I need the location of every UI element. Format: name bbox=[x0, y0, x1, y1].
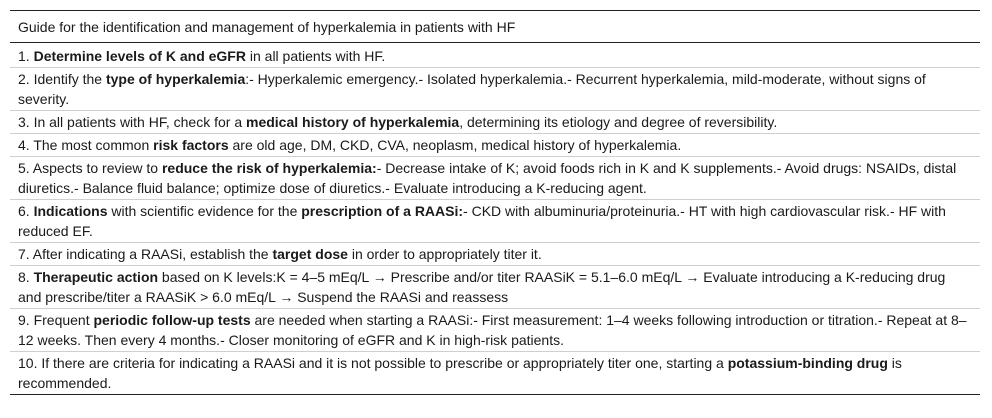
bold-text: potassium-binding drug bbox=[727, 355, 888, 371]
bold-text: Indications bbox=[33, 203, 108, 219]
table-row bbox=[10, 243, 980, 266]
text-segment: 4. The most common bbox=[18, 137, 154, 153]
row-text bbox=[10, 68, 980, 111]
table-body bbox=[10, 43, 980, 395]
bold-text: Therapeutic action bbox=[33, 269, 159, 285]
row-text bbox=[10, 266, 980, 309]
row-text bbox=[10, 111, 980, 134]
row-text bbox=[10, 134, 980, 157]
row-text bbox=[10, 309, 980, 352]
text-segment: in order to appropriately titer it. bbox=[347, 246, 542, 262]
bold-text: target dose bbox=[272, 246, 348, 262]
guide-table-container bbox=[10, 10, 980, 395]
text-segment: 7. After indicating a RAASi, establish the bbox=[18, 246, 273, 262]
text-segment: 3. In all patients with HF, check for a bbox=[18, 114, 246, 130]
row-text bbox=[10, 45, 980, 68]
bold-text: type of hyperkalemia bbox=[105, 71, 246, 87]
bold-text: medical history of hyperkalemia bbox=[246, 114, 460, 130]
row-text bbox=[10, 243, 980, 266]
table-row bbox=[10, 134, 980, 157]
bold-text: Determine levels of K and eGFR bbox=[33, 48, 246, 64]
text-segment: are needed when starting a RAASi:- First measurement: 1–4 weeks following introduction or titration.- Repeat at 8–12 weeks. Then every 4 months.- Closer monitoring of eGFR and K in high-risk patients. bbox=[18, 312, 967, 348]
text-segment: with scientific evidence for the bbox=[107, 203, 302, 219]
table-row bbox=[10, 200, 980, 243]
text-segment: 6. bbox=[18, 203, 34, 219]
table-row bbox=[10, 68, 980, 111]
text-segment: - Decrease intake of K; avoid foods rich in K and K supplements.- Avoid drugs: NSAIDs, distal diuretics.- Balance fluid balance; optimize dose of diuretics.- Evaluate introducing a K-reducing agent. bbox=[18, 160, 957, 196]
text-segment: 5. Aspects to review to bbox=[18, 160, 162, 176]
text-segment: are old age, DM, CKD, CVA, neoplasm, medical history of hyperkalemia. bbox=[228, 137, 682, 153]
row-text bbox=[10, 157, 980, 200]
table-row bbox=[10, 45, 980, 68]
text-segment: , determining its etiology and degree of reversibility. bbox=[459, 114, 778, 130]
row-text bbox=[10, 352, 980, 395]
table-row bbox=[10, 352, 980, 395]
bold-text: prescription of a RAASi: bbox=[301, 203, 464, 219]
text-segment: 1. bbox=[18, 48, 34, 64]
text-segment: :- Hyperkalemic emergency.- Isolated hyperkalemia.- Recurrent hyperkalemia, mild-moderate, without signs of severity. bbox=[18, 71, 926, 107]
text-segment: based on K levels:K = 4–5 mEq/L → Prescribe and/or titer RAASiK = 5.1–6.0 mEq/L → Evaluate introducing a K-reducing drug and prescribe/titer a RAASiK > 6.0 mEq/L → Suspend the RAASi and reassess bbox=[18, 269, 946, 305]
guide-table bbox=[10, 10, 980, 395]
table-header: Guide for the identification and management of hyperkalemia in patients with HF bbox=[10, 11, 980, 43]
bold-text: reduce the risk of hyperkalemia: bbox=[161, 160, 377, 176]
table-row bbox=[10, 111, 980, 134]
text-segment: is recommended. bbox=[18, 355, 902, 391]
bold-text: periodic follow-up tests bbox=[93, 312, 251, 328]
text-segment: 9. Frequent bbox=[18, 312, 94, 328]
table-row bbox=[10, 157, 980, 200]
table-header-row bbox=[10, 11, 980, 43]
bold-text: risk factors bbox=[153, 137, 229, 153]
row-text bbox=[10, 200, 980, 243]
text-segment: 10. If there are criteria for indicating a RAASi and it is not possible to prescribe or appropriately titer one, starting a bbox=[18, 355, 728, 371]
text-segment: 8. bbox=[18, 269, 34, 285]
table-row bbox=[10, 266, 980, 309]
text-segment: 2. Identify the bbox=[18, 71, 106, 87]
table-row bbox=[10, 309, 980, 352]
text-segment: - CKD with albuminuria/proteinuria.- HT with high cardiovascular risk.- HF with reduced EF. bbox=[18, 203, 946, 239]
text-segment: in all patients with HF. bbox=[245, 48, 386, 64]
